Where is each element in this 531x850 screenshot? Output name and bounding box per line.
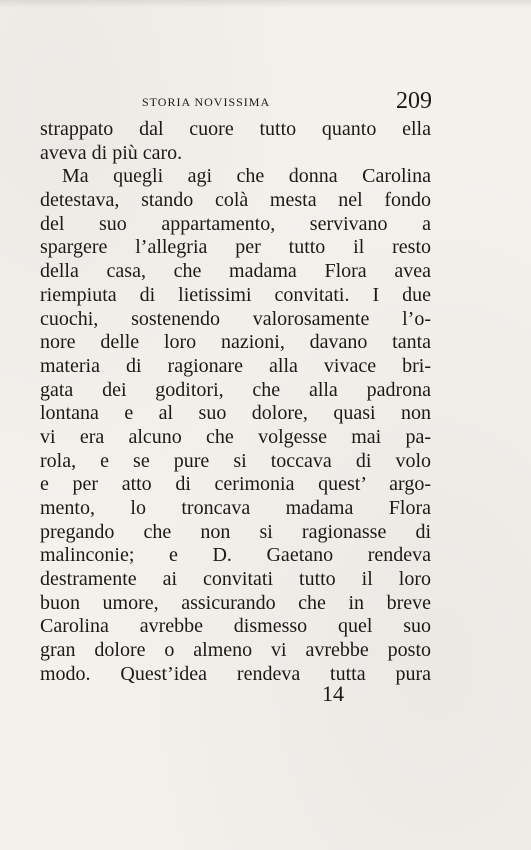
signature-mark: 14 [322,681,344,706]
text-line: gata dei goditori, che alla padrona [40,378,431,401]
text-line: del suo appartamento, servivano a [40,212,431,235]
running-title: STORIA NOVISSIMA [142,95,271,109]
text-line: lontana e al suo dolore, quasi non [40,402,431,425]
text-line: e per atto di cerimonia quest’ argo- [40,473,431,496]
page-header [40,88,432,120]
text-line: detestava, stando colà mesta nel fondo [40,189,431,212]
text-line: vi era alcuno che volgesse mai pa- [40,425,431,448]
page-number: 209 [396,88,432,114]
text-line: materia di ragionare alla vivace bri- [40,354,431,377]
text-line: della casa, che madama Flora avea [40,260,431,283]
text-line: rola, e se pure si toccava di volo [40,449,431,472]
text-line: modo. Quest’idea rendeva tutta pura [40,662,431,685]
text-line: gran dolore o almeno vi avrebbe posto [40,639,431,662]
body-text [40,118,431,687]
text-line: nore delle loro nazioni, davano tanta [40,331,431,354]
text-line: Ma quegli agi che donna Carolina [62,165,431,188]
text-line: aveva di più caro. [40,141,183,164]
text-line: strappato dal cuore tutto quanto ella [40,118,431,140]
text-line: riempiuta di lietissimi convitati. I due [40,283,431,306]
text-line: cuochi, sostenendo valorosamente l’o- [40,307,431,330]
text-line: pregando che non si ragionasse di [40,520,431,543]
text-line: malinconie; e D. Gaetano rendeva [40,544,431,567]
text-line: spargere l’allegria per tutto il resto [40,236,431,259]
text-line: mento, lo troncava madama Flora [40,497,431,519]
page-top-edge [0,0,531,8]
text-line: destramente ai convitati tutto il loro [40,568,431,591]
text-line: Carolina avrebbe dismesso quel suo [40,615,431,638]
text-line: buon umore, assicurando che in breve [40,591,431,614]
